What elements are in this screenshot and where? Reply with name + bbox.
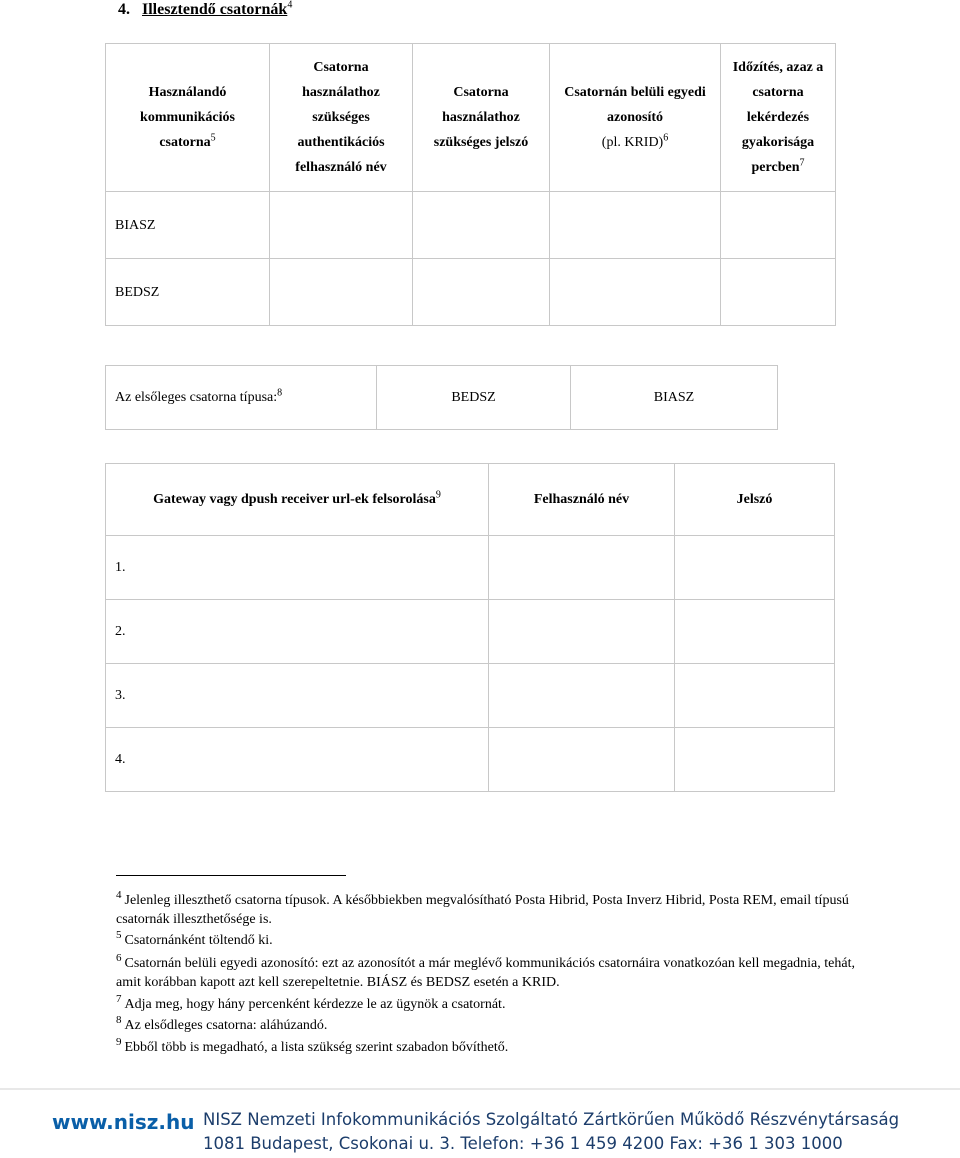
cell-input[interactable]	[675, 600, 835, 664]
row-number[interactable]: 3.	[106, 664, 489, 728]
table-row	[106, 259, 836, 326]
option-bedsz[interactable]: BEDSZ	[377, 366, 571, 430]
row-number[interactable]: 4.	[106, 728, 489, 792]
header-username: Felhasználó név	[489, 464, 675, 536]
footer-website-link[interactable]: www.nisz.hu	[52, 1110, 195, 1134]
header-unique-id: Csatornán belüli egyedi azonosító (pl. KRID)$^6$	[550, 44, 721, 192]
table-row	[106, 728, 835, 792]
table-row	[106, 366, 778, 430]
footnote-6: $^6$ Csatornán belüli egyedi azonosító: ezt az azonosítót a már meglévő kommunikációs csatornáira vonatkozóan kell megadnia, tehát, amit korábban kapott azt kell szerepeltetnie. BIÁSZ és BEDSZ esetén a KRID.	[116, 952, 855, 990]
table-row	[106, 664, 835, 728]
footer-divider	[0, 1088, 960, 1090]
header-password: Csatorna használathoz szükséges jelszó	[413, 44, 550, 192]
cell-input[interactable]	[413, 192, 550, 259]
channel-table	[105, 43, 836, 326]
row-label-biasz: BIASZ	[106, 192, 270, 259]
cell-input[interactable]	[489, 536, 675, 600]
header-channel: Használandó kommunikációs csatorna$^5$	[106, 44, 270, 192]
cell-input[interactable]	[675, 536, 835, 600]
row-label-bedsz: BEDSZ	[106, 259, 270, 326]
cell-input[interactable]	[413, 259, 550, 326]
footnote-9: $^9$ Ebből több is megadható, a lista szükség szerint szabadon bővíthető.	[116, 1036, 509, 1055]
section-number: 4.	[118, 1, 130, 18]
cell-input[interactable]	[270, 192, 413, 259]
cell-input[interactable]	[550, 259, 721, 326]
cell-input[interactable]	[721, 192, 836, 259]
gateway-table-header-row	[106, 464, 835, 536]
table-row	[106, 192, 836, 259]
footnote-4: $^4$ Jelenleg illeszthető csatorna típusok. A későbbiekben megvalósítható Posta Hibrid, Posta Inverz Hibrid, Posta REM, email típusú csatornák illeszthetősége is.	[116, 889, 849, 927]
primary-channel-label: Az elsőleges csatorna típusa:$^8$	[106, 366, 377, 430]
footer-address: 1081 Budapest, Csokonai u. 3. Telefon: +36 1 459 4200 Fax: +36 1 303 1000	[203, 1134, 843, 1153]
row-number[interactable]: 2.	[106, 600, 489, 664]
option-biasz[interactable]: BIASZ	[571, 366, 778, 430]
cell-input[interactable]	[550, 192, 721, 259]
header-polling-interval: Időzítés, azaz a csatorna lekérdezés gyakorisága percben$^7$	[721, 44, 836, 192]
cell-input[interactable]	[675, 728, 835, 792]
footnote-5: $^5$ Csatornánként töltendő ki.	[116, 929, 273, 948]
channel-table-header-row	[106, 44, 836, 192]
footnote-separator	[116, 875, 346, 876]
footnote-7: $^7$ Adja meg, hogy hány percenként kérdezze le az ügynök a csatornát.	[116, 993, 506, 1012]
cell-input[interactable]	[489, 600, 675, 664]
primary-channel-table	[105, 365, 778, 430]
header-gateway-urls: Gateway vagy dpush receiver url-ek felsorolása$^9$	[106, 464, 489, 536]
footer-company-name: NISZ Nemzeti Infokommunikációs Szolgáltató Zártkörűen Működő Részvénytársaság	[203, 1110, 900, 1129]
gateway-table	[105, 463, 835, 792]
row-number[interactable]: 1.	[106, 536, 489, 600]
footnote-ref: 4	[287, 0, 293, 11]
cell-input[interactable]	[675, 664, 835, 728]
header-auth-username: Csatorna használathoz szükséges authentikációs felhasználó név	[270, 44, 413, 192]
cell-input[interactable]	[489, 664, 675, 728]
table-row	[106, 536, 835, 600]
cell-input[interactable]	[489, 728, 675, 792]
table-row	[106, 600, 835, 664]
cell-input[interactable]	[270, 259, 413, 326]
section-title: Illesztendő csatornák	[142, 1, 288, 18]
cell-input[interactable]	[721, 259, 836, 326]
footnote-8: $^8$ Az elsődleges csatorna: aláhúzandó.	[116, 1014, 328, 1033]
section-heading	[118, 1, 292, 19]
header-password: Jelszó	[675, 464, 835, 536]
